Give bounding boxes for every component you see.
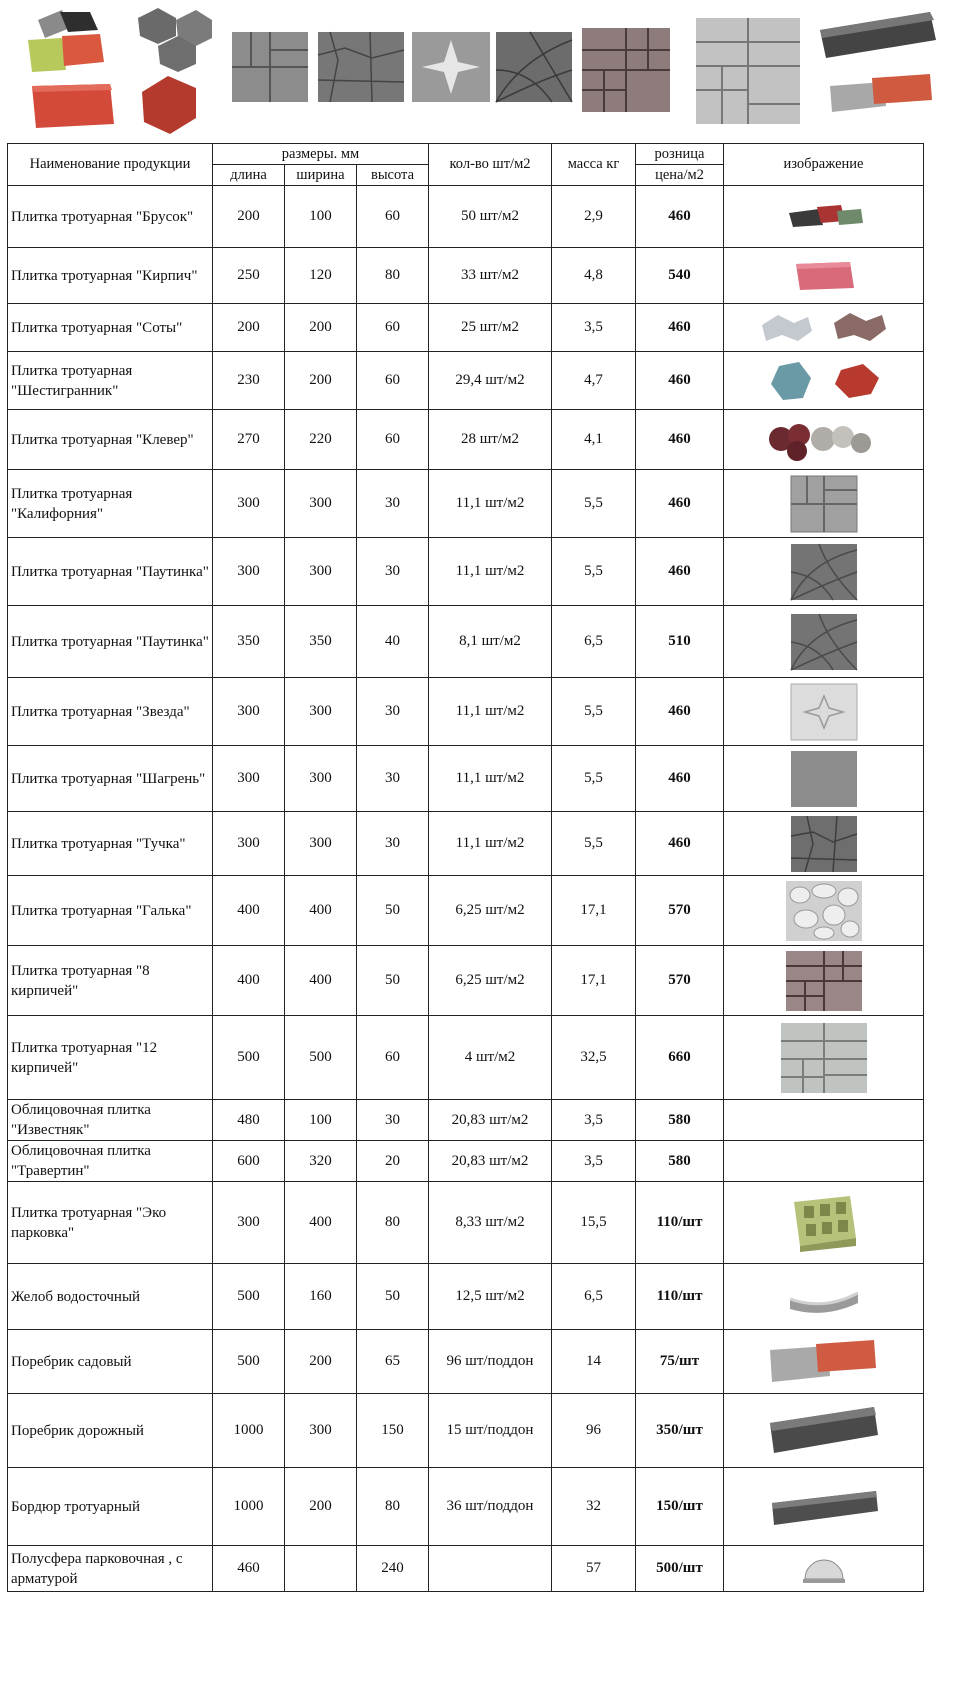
gutter-icon <box>727 1275 920 1319</box>
table-row <box>8 946 924 1016</box>
price-cell: 75/шт <box>636 1330 724 1394</box>
mass-cell: 32,5 <box>552 1016 636 1100</box>
mass-cell: 32 <box>552 1468 636 1546</box>
quantity-cell: 11,1 шт/м2 <box>429 678 552 746</box>
sidewalk-border-icon <box>727 1479 920 1535</box>
banner-eight-bricks-tile-icon <box>582 28 670 112</box>
length-cell: 400 <box>213 876 285 946</box>
product-image-cell <box>724 946 924 1016</box>
banner-shagren-tile-icon <box>318 32 404 102</box>
length-cell: 300 <box>213 812 285 876</box>
banner-star-tile-icon <box>412 32 490 102</box>
length-cell: 500 <box>213 1330 285 1394</box>
product-image-cell <box>724 1264 924 1330</box>
product-name-cell: Бордюр тротуарный <box>8 1468 213 1546</box>
height-cell: 30 <box>357 812 429 876</box>
price-cell: 150/шт <box>636 1468 724 1546</box>
product-banner <box>0 0 960 143</box>
product-name-cell: Плитка тротуарная "Брусок" <box>8 186 213 248</box>
width-cell: 400 <box>285 946 357 1016</box>
width-cell: 200 <box>285 1330 357 1394</box>
width-cell: 300 <box>285 678 357 746</box>
mass-cell: 4,8 <box>552 248 636 304</box>
length-cell: 460 <box>213 1546 285 1592</box>
mass-cell: 57 <box>552 1546 636 1592</box>
product-image-cell <box>724 1141 924 1182</box>
length-cell: 1000 <box>213 1468 285 1546</box>
table-row <box>8 410 924 470</box>
banner-pautinka-tile-icon <box>496 32 572 102</box>
length-cell: 300 <box>213 470 285 538</box>
width-cell: 300 <box>285 538 357 606</box>
table-row <box>8 678 924 746</box>
quantity-cell: 28 шт/м2 <box>429 410 552 470</box>
banner-california-tile-icon <box>232 32 308 102</box>
length-cell: 1000 <box>213 1394 285 1468</box>
quantity-cell: 12,5 шт/м2 <box>429 1264 552 1330</box>
tuchka-tile-icon <box>727 814 920 874</box>
banner-twelve-bricks-tile-icon <box>696 18 800 124</box>
mass-cell: 14 <box>552 1330 636 1394</box>
width-cell: 100 <box>285 1100 357 1141</box>
width-cell <box>285 1546 357 1592</box>
length-cell: 300 <box>213 746 285 812</box>
quantity-cell: 29,4 шт/м2 <box>429 352 552 410</box>
header-price: цена/м2 <box>636 165 724 186</box>
length-cell: 300 <box>213 1182 285 1264</box>
price-cell: 460 <box>636 470 724 538</box>
mass-cell: 4,7 <box>552 352 636 410</box>
product-name-cell: Плитка тротуарная "Галька" <box>8 876 213 946</box>
mass-cell: 96 <box>552 1394 636 1468</box>
product-name-cell: Плитка тротуарная "Паутинка" <box>8 538 213 606</box>
banner-road-curb-icon <box>820 12 936 58</box>
width-cell: 160 <box>285 1264 357 1330</box>
header-qty: кол-во шт/м2 <box>429 144 552 186</box>
table-row <box>8 1330 924 1394</box>
height-cell: 60 <box>357 352 429 410</box>
eco-parking-tile-icon <box>727 1190 920 1256</box>
length-cell: 350 <box>213 606 285 678</box>
product-image-cell <box>724 812 924 876</box>
product-image-cell <box>724 1330 924 1394</box>
header-height: высота <box>357 165 429 186</box>
width-cell: 300 <box>285 470 357 538</box>
price-cell: 580 <box>636 1100 724 1141</box>
length-cell: 300 <box>213 678 285 746</box>
height-cell: 30 <box>357 470 429 538</box>
price-cell: 500/шт <box>636 1546 724 1592</box>
product-image-cell <box>724 304 924 352</box>
price-cell: 460 <box>636 410 724 470</box>
width-cell: 200 <box>285 352 357 410</box>
product-image-cell <box>724 1546 924 1592</box>
table-row <box>8 1394 924 1468</box>
product-image-cell <box>724 1468 924 1546</box>
product-name-cell: Желоб водосточный <box>8 1264 213 1330</box>
length-cell: 500 <box>213 1016 285 1100</box>
length-cell: 200 <box>213 186 285 248</box>
length-cell: 250 <box>213 248 285 304</box>
quantity-cell: 6,25 шт/м2 <box>429 946 552 1016</box>
product-name-cell: Плитка тротуарная "Калифорния" <box>8 470 213 538</box>
product-image-cell <box>724 606 924 678</box>
width-cell: 100 <box>285 186 357 248</box>
height-cell: 30 <box>357 1100 429 1141</box>
height-cell: 80 <box>357 1182 429 1264</box>
table-row <box>8 186 924 248</box>
width-cell: 320 <box>285 1141 357 1182</box>
product-name-cell: Облицовочная плитка "Известняк" <box>8 1100 213 1141</box>
product-name-cell: Плитка тротуарная "Кирпич" <box>8 248 213 304</box>
mass-cell: 5,5 <box>552 746 636 812</box>
product-image-cell <box>724 1182 924 1264</box>
price-table-body <box>8 186 924 1592</box>
product-name-cell: Поребрик дорожный <box>8 1394 213 1468</box>
table-row <box>8 876 924 946</box>
quantity-cell: 20,83 шт/м2 <box>429 1141 552 1182</box>
height-cell: 20 <box>357 1141 429 1182</box>
quantity-cell <box>429 1546 552 1592</box>
height-cell: 80 <box>357 1468 429 1546</box>
soty-tile-icon <box>727 307 920 349</box>
product-name-cell: Плитка тротуарная "Звезда" <box>8 678 213 746</box>
length-cell: 230 <box>213 352 285 410</box>
quantity-cell: 33 шт/м2 <box>429 248 552 304</box>
table-row <box>8 812 924 876</box>
mass-cell: 3,5 <box>552 304 636 352</box>
height-cell: 150 <box>357 1394 429 1468</box>
quantity-cell: 11,1 шт/м2 <box>429 746 552 812</box>
brusok-tile-icon <box>727 197 920 237</box>
price-cell: 510 <box>636 606 724 678</box>
banner-brusok-tiles-icon <box>28 10 104 72</box>
product-image-cell <box>724 470 924 538</box>
price-cell: 460 <box>636 812 724 876</box>
table-row <box>8 1016 924 1100</box>
price-table-header <box>8 144 924 186</box>
price-cell: 540 <box>636 248 724 304</box>
price-cell: 460 <box>636 746 724 812</box>
quantity-cell: 36 шт/поддон <box>429 1468 552 1546</box>
width-cell: 400 <box>285 876 357 946</box>
star-tile-icon <box>727 682 920 742</box>
mass-cell: 5,5 <box>552 538 636 606</box>
product-name-cell: Полусфера парковочная , с арматурой <box>8 1546 213 1592</box>
table-row <box>8 1264 924 1330</box>
table-row <box>8 1141 924 1182</box>
product-name-cell: Плитка тротуарная "Паутинка" <box>8 606 213 678</box>
product-name-cell: Облицовочная плитка "Травертин" <box>8 1141 213 1182</box>
product-name-cell: Плитка тротуарная "Соты" <box>8 304 213 352</box>
table-row <box>8 1182 924 1264</box>
height-cell: 240 <box>357 1546 429 1592</box>
product-name-cell: Плитка тротуарная "Шестигранник" <box>8 352 213 410</box>
price-cell: 580 <box>636 1141 724 1182</box>
twelve-bricks-tile-icon <box>727 1021 920 1095</box>
quantity-cell: 15 шт/поддон <box>429 1394 552 1468</box>
header-dims: размеры. мм <box>213 144 429 165</box>
product-image-cell <box>724 1016 924 1100</box>
length-cell: 600 <box>213 1141 285 1182</box>
width-cell: 300 <box>285 746 357 812</box>
width-cell: 220 <box>285 410 357 470</box>
klever-tile-icon <box>727 417 920 463</box>
banner-soty-tiles-icon <box>138 8 212 72</box>
product-name-cell: Плитка тротуарная "Тучка" <box>8 812 213 876</box>
width-cell: 300 <box>285 812 357 876</box>
table-row <box>8 606 924 678</box>
banner-red-brick-icon <box>32 84 114 128</box>
header-image: изображение <box>724 144 924 186</box>
pautinka-tile-icon <box>727 542 920 602</box>
product-image-cell <box>724 186 924 248</box>
mass-cell: 17,1 <box>552 946 636 1016</box>
quantity-cell: 96 шт/поддон <box>429 1330 552 1394</box>
mass-cell: 6,5 <box>552 1264 636 1330</box>
eight-bricks-tile-icon <box>727 949 920 1013</box>
height-cell: 65 <box>357 1330 429 1394</box>
mass-cell: 3,5 <box>552 1100 636 1141</box>
hexagon-tile-icon <box>727 358 920 404</box>
quantity-cell: 6,25 шт/м2 <box>429 876 552 946</box>
length-cell: 270 <box>213 410 285 470</box>
table-row <box>8 248 924 304</box>
mass-cell: 5,5 <box>552 812 636 876</box>
product-image-cell <box>724 1394 924 1468</box>
height-cell: 30 <box>357 538 429 606</box>
price-table <box>7 143 924 1592</box>
table-row <box>8 304 924 352</box>
mass-cell: 3,5 <box>552 1141 636 1182</box>
product-image-cell <box>724 248 924 304</box>
price-cell: 350/шт <box>636 1394 724 1468</box>
width-cell: 500 <box>285 1016 357 1100</box>
length-cell: 480 <box>213 1100 285 1141</box>
table-row <box>8 470 924 538</box>
product-name-cell: Поребрик садовый <box>8 1330 213 1394</box>
price-cell: 110/шт <box>636 1182 724 1264</box>
width-cell: 120 <box>285 248 357 304</box>
product-image-cell <box>724 876 924 946</box>
product-name-cell: Плитка тротуарная "8 кирпичей" <box>8 946 213 1016</box>
header-name: Наименование продукции <box>8 144 213 186</box>
header-width: ширина <box>285 165 357 186</box>
product-image-cell <box>724 538 924 606</box>
price-cell: 460 <box>636 352 724 410</box>
pautinka-tile-icon <box>727 612 920 672</box>
height-cell: 60 <box>357 304 429 352</box>
road-curb-icon <box>727 1401 920 1461</box>
length-cell: 300 <box>213 538 285 606</box>
price-cell: 460 <box>636 304 724 352</box>
banner-garden-curbs-icon <box>830 74 932 112</box>
length-cell: 500 <box>213 1264 285 1330</box>
table-row <box>8 1546 924 1592</box>
quantity-cell: 50 шт/м2 <box>429 186 552 248</box>
california-tile-icon <box>727 474 920 534</box>
quantity-cell: 11,1 шт/м2 <box>429 538 552 606</box>
parking-hemisphere-icon <box>727 1551 920 1587</box>
height-cell: 50 <box>357 1264 429 1330</box>
header-retail: розница <box>636 144 724 165</box>
length-cell: 400 <box>213 946 285 1016</box>
table-row <box>8 1468 924 1546</box>
table-row <box>8 746 924 812</box>
price-cell: 570 <box>636 946 724 1016</box>
header-mass: масса кг <box>552 144 636 186</box>
width-cell: 200 <box>285 1468 357 1546</box>
product-image-cell <box>724 746 924 812</box>
header-length: длина <box>213 165 285 186</box>
quantity-cell: 8,1 шт/м2 <box>429 606 552 678</box>
quantity-cell: 4 шт/м2 <box>429 1016 552 1100</box>
price-cell: 570 <box>636 876 724 946</box>
width-cell: 350 <box>285 606 357 678</box>
mass-cell: 15,5 <box>552 1182 636 1264</box>
quantity-cell: 20,83 шт/м2 <box>429 1100 552 1141</box>
height-cell: 60 <box>357 186 429 248</box>
mass-cell: 17,1 <box>552 876 636 946</box>
mass-cell: 6,5 <box>552 606 636 678</box>
product-image-cell <box>724 352 924 410</box>
garden-curb-icon <box>727 1336 920 1388</box>
width-cell: 300 <box>285 1394 357 1468</box>
table-row <box>8 352 924 410</box>
height-cell: 60 <box>357 410 429 470</box>
galka-tile-icon <box>727 879 920 943</box>
height-cell: 60 <box>357 1016 429 1100</box>
height-cell: 30 <box>357 678 429 746</box>
kirpich-tile-icon <box>727 256 920 296</box>
quantity-cell: 11,1 шт/м2 <box>429 812 552 876</box>
price-cell: 110/шт <box>636 1264 724 1330</box>
product-image-cell <box>724 410 924 470</box>
height-cell: 80 <box>357 248 429 304</box>
price-cell: 660 <box>636 1016 724 1100</box>
shagren-tile-icon <box>727 749 920 809</box>
price-cell: 460 <box>636 186 724 248</box>
price-cell: 460 <box>636 538 724 606</box>
product-name-cell: Плитка тротуарная "12 кирпичей" <box>8 1016 213 1100</box>
product-image-cell <box>724 1100 924 1141</box>
height-cell: 50 <box>357 876 429 946</box>
banner-red-hexagon-icon <box>142 76 196 134</box>
width-cell: 200 <box>285 304 357 352</box>
product-name-cell: Плитка тротуарная "Шагрень" <box>8 746 213 812</box>
price-cell: 460 <box>636 678 724 746</box>
quantity-cell: 8,33 шт/м2 <box>429 1182 552 1264</box>
mass-cell: 5,5 <box>552 470 636 538</box>
mass-cell: 5,5 <box>552 678 636 746</box>
product-name-cell: Плитка тротуарная "Клевер" <box>8 410 213 470</box>
height-cell: 50 <box>357 946 429 1016</box>
height-cell: 40 <box>357 606 429 678</box>
table-row <box>8 538 924 606</box>
mass-cell: 2,9 <box>552 186 636 248</box>
quantity-cell: 25 шт/м2 <box>429 304 552 352</box>
product-image-cell <box>724 678 924 746</box>
length-cell: 200 <box>213 304 285 352</box>
quantity-cell: 11,1 шт/м2 <box>429 470 552 538</box>
table-row <box>8 1100 924 1141</box>
mass-cell: 4,1 <box>552 410 636 470</box>
product-name-cell: Плитка тротуарная "Эко парковка" <box>8 1182 213 1264</box>
width-cell: 400 <box>285 1182 357 1264</box>
height-cell: 30 <box>357 746 429 812</box>
